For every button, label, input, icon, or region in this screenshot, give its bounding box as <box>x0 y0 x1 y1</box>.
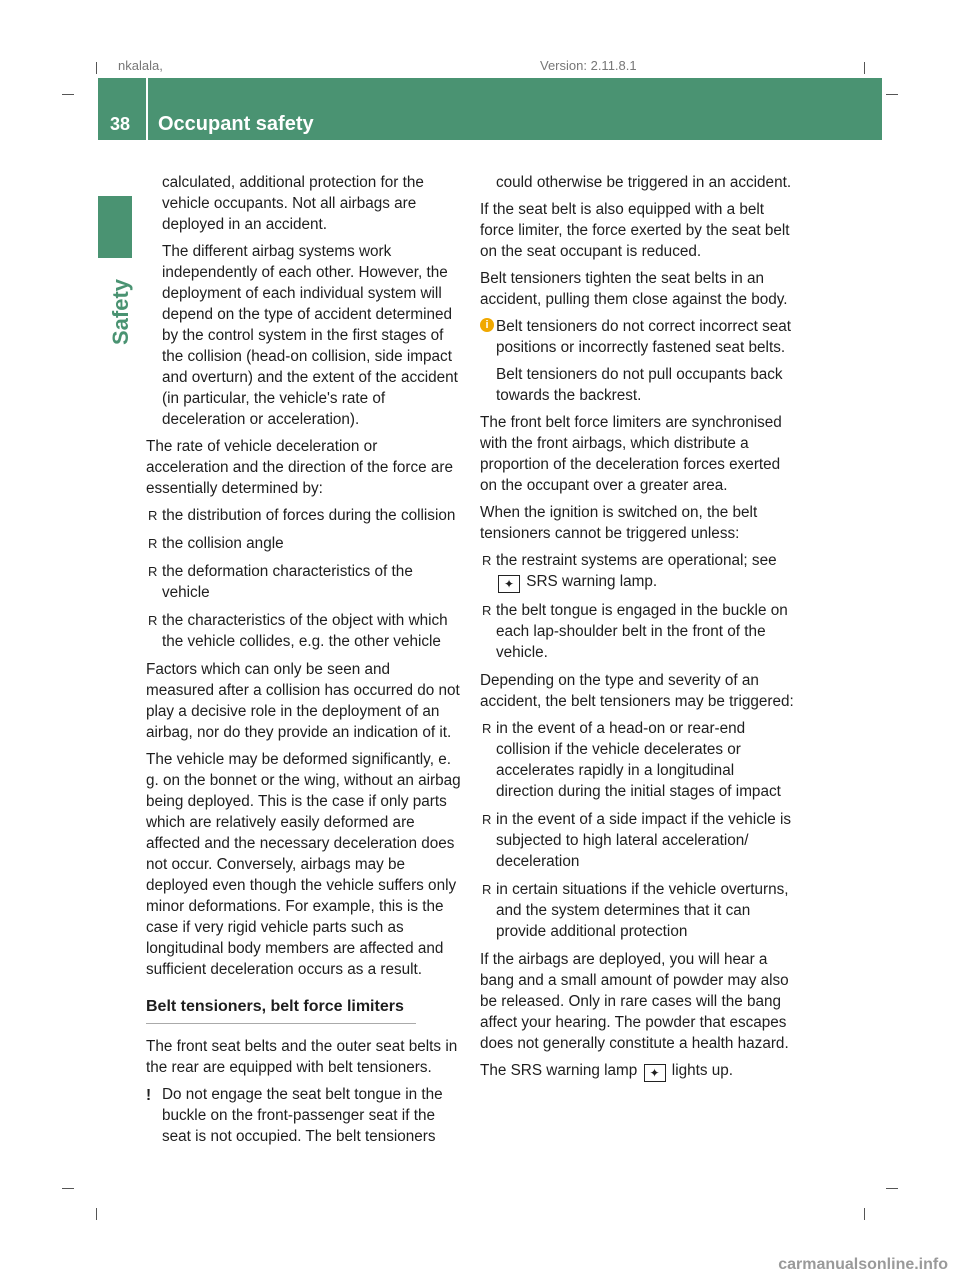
chapter-tab <box>98 196 132 258</box>
subsection-heading: Belt tensioners, belt force limiters <box>146 996 416 1024</box>
list-item: R in certain situations if the vehicle overturns, and the system determines that it can provide additional protection <box>482 881 789 940</box>
crop-mark <box>96 62 97 74</box>
srs-warning-lamp-icon: ✦ <box>644 1064 666 1082</box>
info-note: i Belt tensioners do not correct incorrect seat positions or incorrectly fastened seat belts. Belt tensioners do not pull occupants back towards the backrest. <box>480 316 796 406</box>
crop-mark <box>96 1208 97 1220</box>
bullet-icon: R <box>148 536 158 551</box>
crop-mark <box>864 62 865 74</box>
bullet-icon: R <box>148 508 158 523</box>
paragraph: calculated, additional protection for the vehicle occupants. Not all airbags are deployed in an accident. <box>162 174 424 233</box>
right-column <box>480 172 796 1088</box>
crop-mark <box>864 1208 865 1220</box>
bullet-icon: R <box>148 613 158 628</box>
paragraph: could otherwise be triggered in an accident. <box>496 174 792 191</box>
paragraph: The SRS warning lamp ✦ lights up. <box>480 1062 734 1080</box>
bullet-icon: R <box>148 564 158 579</box>
crop-mark <box>886 1188 898 1189</box>
bullet-icon: R <box>482 603 492 618</box>
list-item: R the collision angle <box>148 535 284 552</box>
bullet-icon: R <box>482 553 492 568</box>
bullet-icon: R <box>482 812 492 827</box>
header-separator <box>146 78 148 140</box>
list-item: R the deformation characteristics of the vehicle <box>148 563 413 601</box>
paragraph: The rate of vehicle deceleration or acceleration and the direction of the force are essentially determined by: <box>146 438 453 497</box>
list-item: R the belt tongue is engaged in the buckle on each lap-shoulder belt in the front of the vehicle. <box>482 602 788 661</box>
paragraph: When the ignition is switched on, the belt tensioners cannot be triggered unless: <box>480 504 758 542</box>
page-number: 38 <box>110 114 131 134</box>
list-item: R the characteristics of the object with which the vehicle collides, e.g. the other vehicle <box>148 612 448 650</box>
warning-note: ! Do not engage the seat belt tongue in the buckle on the front-passenger seat if the seat is not occupied. The belt tensioners <box>146 1086 443 1145</box>
list-item: R in the event of a head-on or rear-end collision if the vehicle decelerates or accelerates rapidly in a longitudinal direction during the initial stages of impact <box>482 720 781 800</box>
paragraph: The front seat belts and the outer seat belts in the rear are equipped with belt tensioners. <box>146 1038 458 1076</box>
page-header <box>98 78 882 140</box>
paragraph: Factors which can only be seen and measured after a collision has occurred do not play a decisive role in the deployment of an airbag, nor do they provide an indication of it. <box>146 661 460 741</box>
paragraph: The vehicle may be deformed significantly, e. g. on the bonnet or the wing, without an airbag being deployed. This is the case if only parts which are relatively easily deformed are affected and the necessary deceleration does not occur. Conversely, airbags may be deployed even though the vehicle suffers only minor deformations. For example, this is the case if very rigid vehicle parts such as longitudinal body members are affected and sufficient deceleration occurs as a result. <box>146 751 461 978</box>
bullet-icon: R <box>482 882 492 897</box>
left-column <box>146 172 462 1153</box>
srs-warning-lamp-icon: ✦ <box>498 575 520 593</box>
warning-icon: ! <box>146 1087 152 1104</box>
paragraph: Belt tensioners tighten the seat belts in an accident, pulling them close against the body. <box>480 270 788 308</box>
paragraph: If the airbags are deployed, you will hear a bang and a small amount of powder may also be released. Only in rare cases will the bang affect your hearing. The powder that escapes does not generally constitute a health hazard. <box>480 951 789 1052</box>
crop-mark <box>62 1188 74 1189</box>
bullet-icon: R <box>482 721 492 736</box>
list-item: R the restraint systems are operational; see ✦ SRS warning lamp. <box>482 552 777 591</box>
crop-mark <box>886 94 898 95</box>
section-title: Occupant safety <box>158 113 314 135</box>
info-icon: i <box>480 318 494 332</box>
crop-mark <box>62 94 74 95</box>
paragraph: The front belt force limiters are synchronised with the front airbags, which distribute a proportion of the deceleration forces exerted on the occupant over a greater area. <box>480 414 782 494</box>
meta-author: nkalala, <box>118 58 163 73</box>
list-item: R in the event of a side impact if the vehicle is subjected to high lateral acceleration/ deceleration <box>482 811 792 870</box>
paragraph: The different airbag systems work independently of each other. However, the deployment of each individual system will depend on the type of accident determined by the control system in the first stages of the collision (head-on collision, side impact and overturn) and the extent of the accident (in particular, the vehicle's rate of deceleration or acceleration). <box>162 243 458 428</box>
paragraph: If the seat belt is also equipped with a belt force limiter, the force exerted by the seat belt on the seat occupant is reduced. <box>480 201 790 260</box>
paragraph: Depending on the type and severity of an accident, the belt tensioners may be triggered: <box>480 672 794 710</box>
list-item: R the distribution of forces during the collision <box>148 507 456 524</box>
watermark-link[interactable]: carmanualsonline.info <box>778 1256 948 1273</box>
chapter-label: Safety <box>108 278 133 345</box>
meta-version: Version: 2.11.8.1 <box>540 58 637 73</box>
